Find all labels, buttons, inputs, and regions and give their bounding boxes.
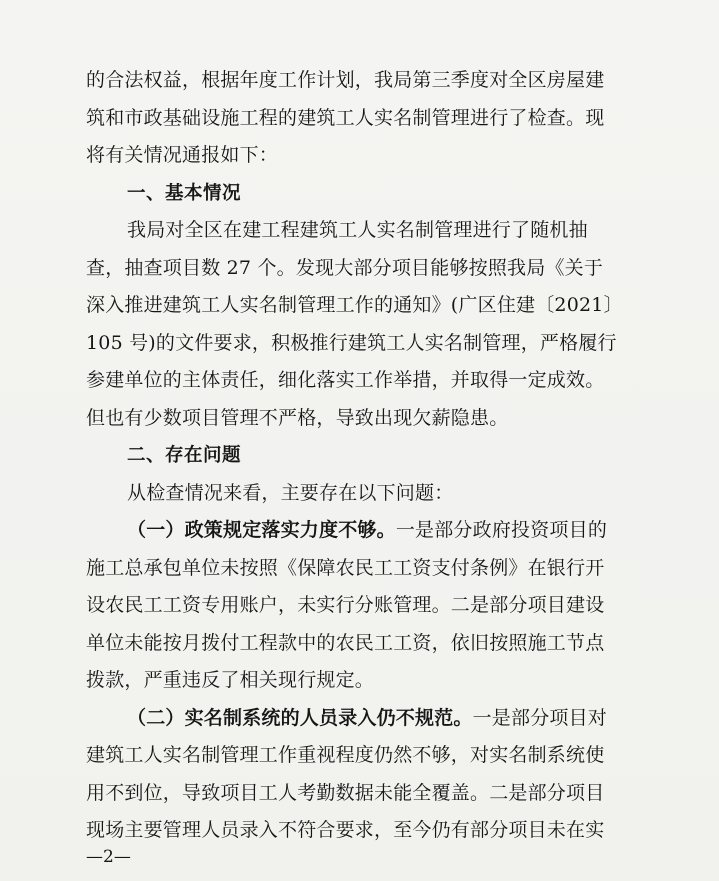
problem-1-line-4: 单位未能按月拨付工程款中的农民工工资，依旧按照施工节点 <box>86 631 605 654</box>
page-number: —2— <box>86 847 131 867</box>
problem-2-line-3: 用不到位，导致项目工人考勤数据未能全覆盖。二是部分项目 <box>86 781 605 804</box>
section1-line-4: 105 号)的文件要求，积极推行建筑工人实名制管理，严格履行 <box>86 331 617 354</box>
section1-line-2: 查，抽查项目数 27 个。发现大部分项目能够按照我局《关于 <box>86 256 604 279</box>
problem-1-line-5: 拨款，严重违反了相关现行规定。 <box>86 669 375 691</box>
problem-2-first-line-text: 一是部分项目对 <box>472 706 608 729</box>
section1-line-6: 但也有少数项目管理不严格，导致出现欠薪隐患。 <box>86 406 509 429</box>
section-heading-basic-situation: 一、基本情况 <box>127 182 242 204</box>
problem-1-line-2: 施工总承包单位未按照《保障农民工工资支付条例》在银行开 <box>86 556 605 579</box>
problem-2-line-2: 建筑工人实名制管理工作重视程度仍然不够，对实名制系统使 <box>86 744 605 766</box>
problem-2-first-line <box>86 700 626 738</box>
body-text <box>86 62 626 850</box>
body-line-3: 将有关情况通报如下： <box>86 144 279 166</box>
section1-line-5: 参建单位的主体责任，细化落实工作举措，并取得一定成效。 <box>86 369 605 391</box>
problem-1-first-line <box>86 512 626 550</box>
problem-2-title: （二）实名制系统的人员录入仍不规范。 <box>127 706 473 729</box>
problem-1-title: （一）政策规定落实力度不够。 <box>127 519 396 541</box>
problem-1-line-3: 设农民工工资专用账户，未实行分账管理。二是部分项目建设 <box>86 594 605 616</box>
section-heading-existing-problems: 二、存在问题 <box>127 445 242 466</box>
section1-line-3: 深入推进建筑工人实名制管理工作的通知》(广区住建〔2021〕 <box>86 294 623 316</box>
problem-1-first-line-text: 一是部分政府投资项目的 <box>395 519 608 541</box>
problem-2-line-4: 现场主要管理人员录入不符合要求，至今仍有部分项目未在实 <box>86 819 605 841</box>
section1-line-1: 我局对全区在建工程建筑工人实名制管理进行了随机抽 <box>127 219 588 241</box>
body-line-1: 的合法权益，根据年度工作计划，我局第三季度对全区房屋建 <box>86 69 605 91</box>
section2-intro: 从检查情况来看，主要存在以下问题： <box>127 481 454 504</box>
body-line-2: 筑和市政基础设施工程的建筑工人实名制管理进行了检查。现 <box>86 106 605 129</box>
